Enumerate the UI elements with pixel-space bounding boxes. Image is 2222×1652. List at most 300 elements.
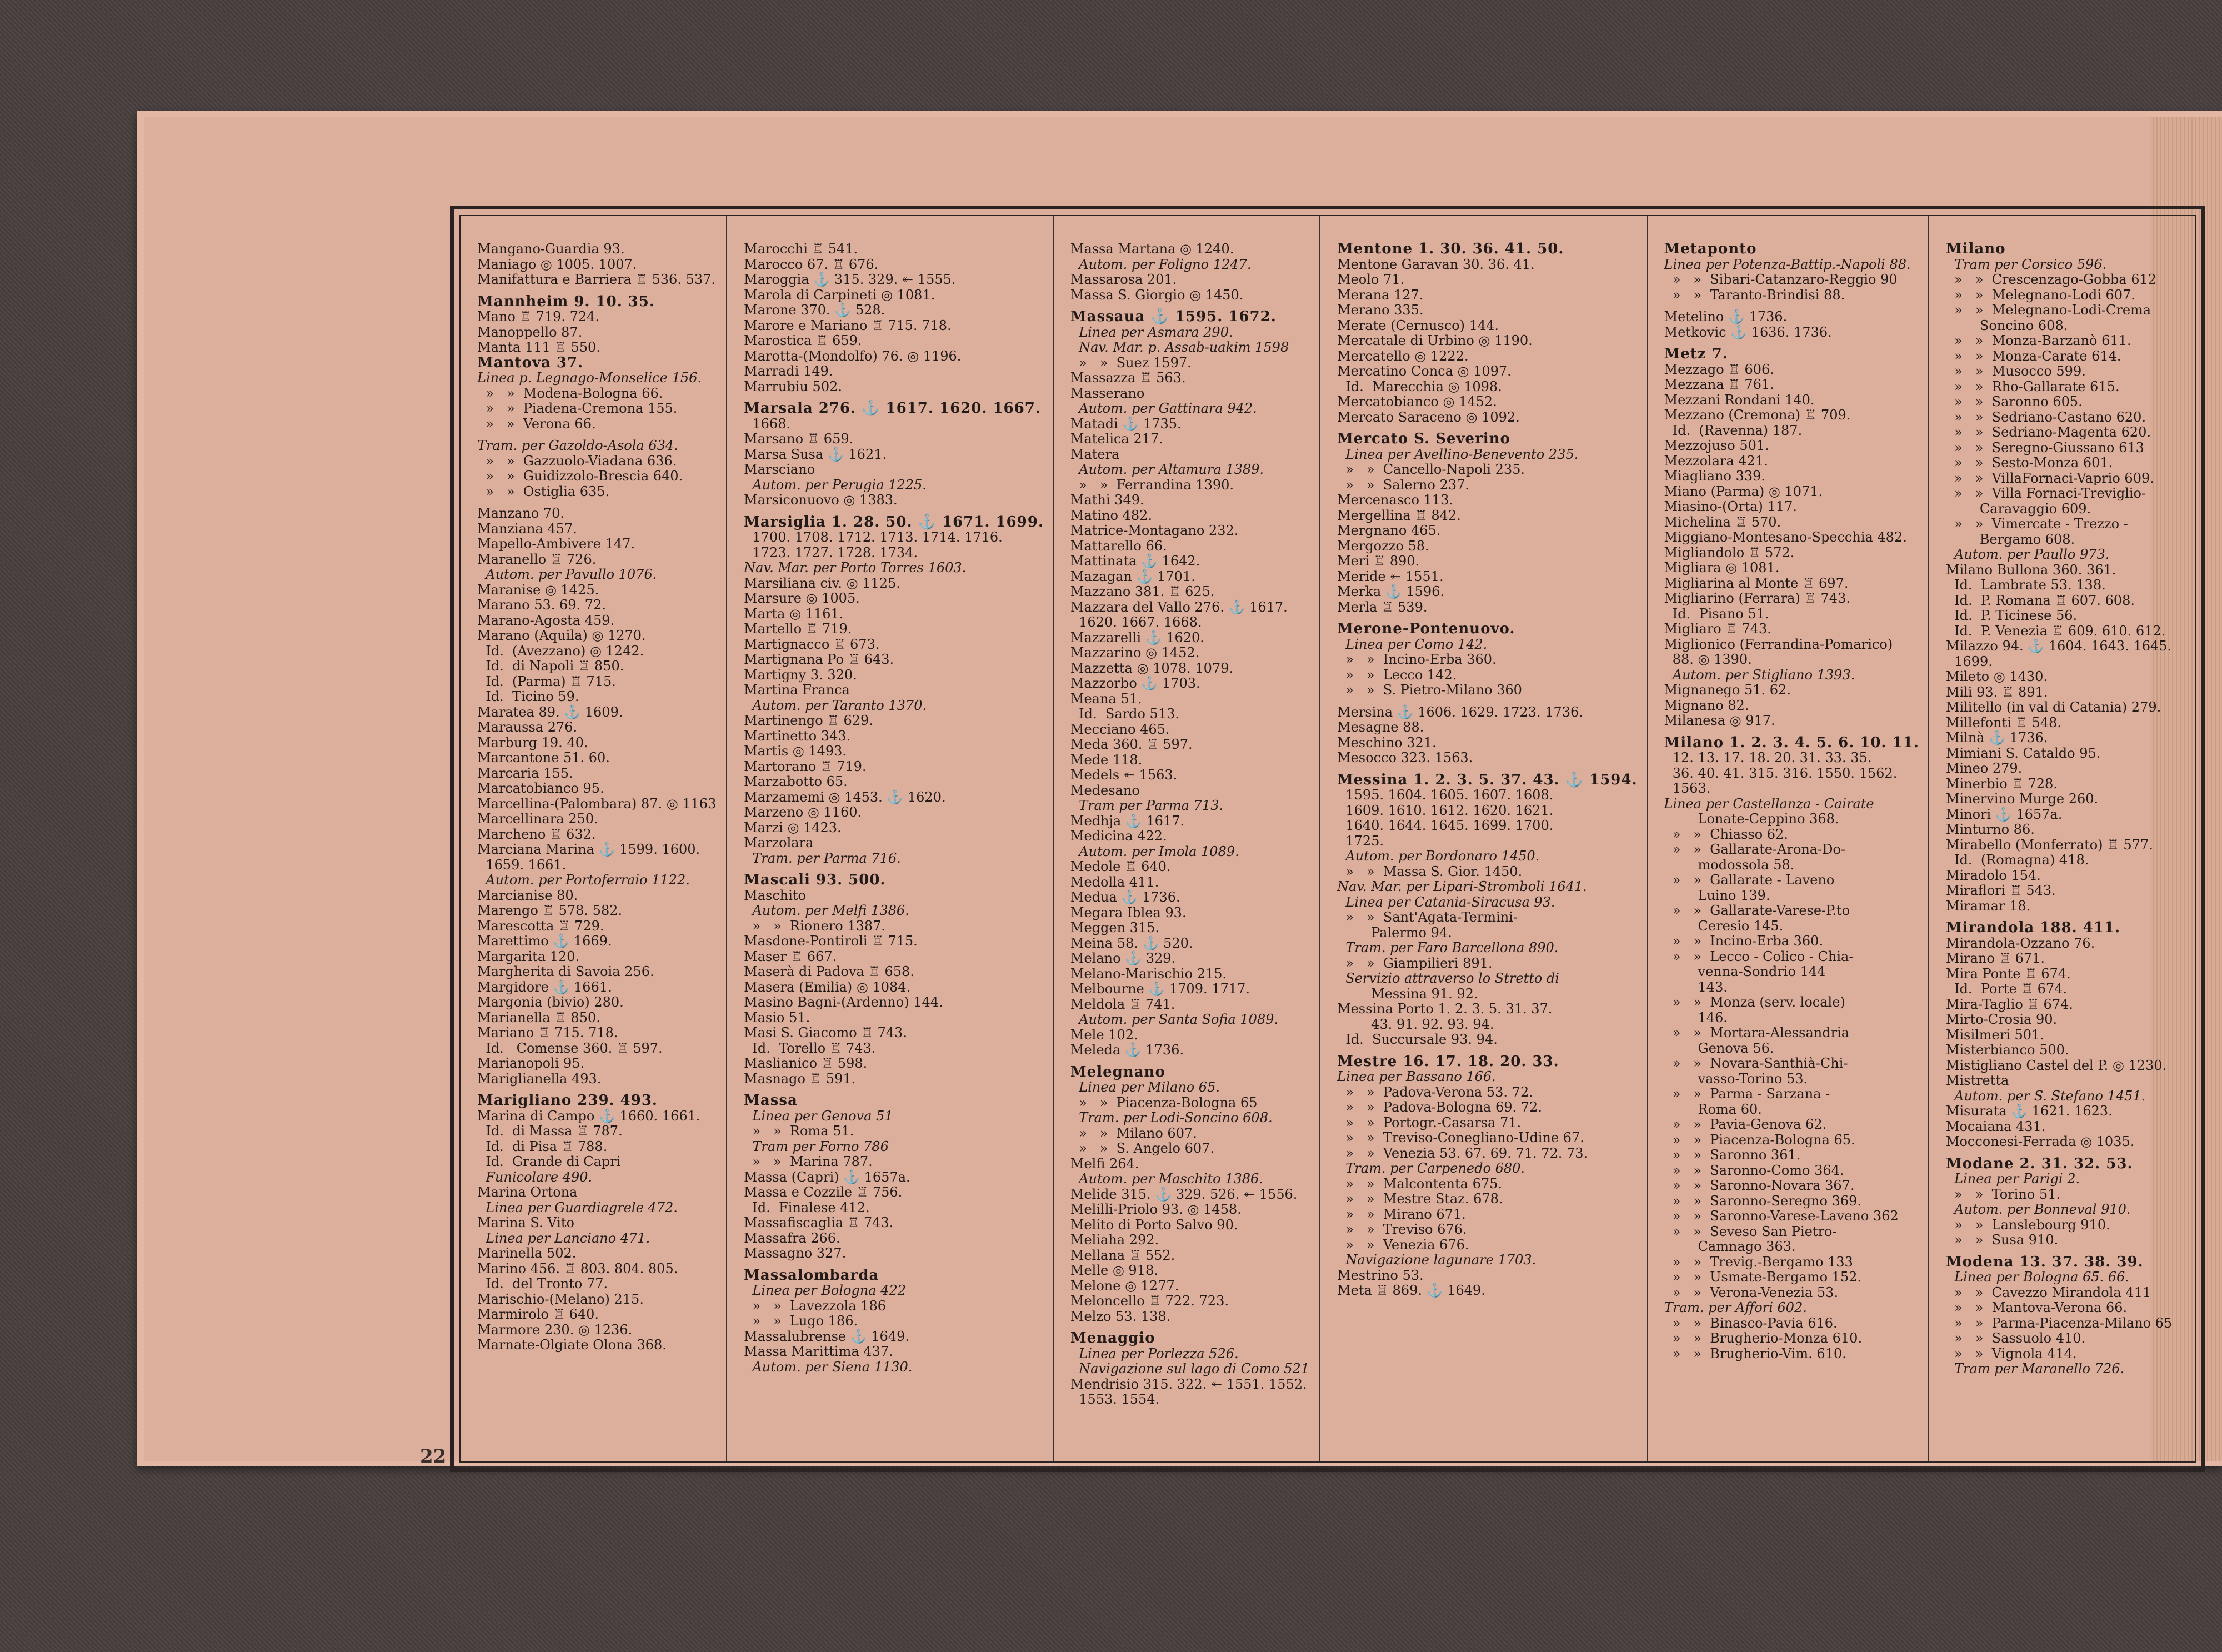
index-entry: Meina 58. ⚓ 520. bbox=[1070, 935, 1193, 951]
index-entry: » » Mestre Staz. 678. bbox=[1337, 1191, 1503, 1207]
index-entry: » » Padova-Verona 53. 72. bbox=[1337, 1084, 1533, 1100]
index-heading-entry: Massa bbox=[744, 1092, 798, 1109]
index-entry: Autom. per Siena 1130. bbox=[744, 1359, 913, 1375]
index-entry: » » Rho-Gallarate 615. bbox=[1945, 378, 2120, 394]
index-entry: Medels ↞ 1563. bbox=[1070, 767, 1178, 783]
index-heading-entry: Marsala 276. ⚓ 1617. 1620. 1667. bbox=[744, 400, 1041, 417]
index-entry: Mercato Saraceno ◎ 1092. bbox=[1337, 409, 1520, 425]
index-entry: Martigny 3. 320. bbox=[744, 667, 857, 683]
index-entry: Autom. per Bordonaro 1450. bbox=[1337, 848, 1540, 864]
index-entry: Id. P. Ticinese 56. bbox=[1945, 608, 2078, 623]
index-entry: » » Lugo 186. bbox=[744, 1313, 858, 1329]
index-entry: Melano-Marischio 215. bbox=[1070, 965, 1227, 982]
index-entry: Linea per Parigi 2. bbox=[1945, 1171, 2080, 1187]
index-entry: Navigazione lagunare 1703. bbox=[1337, 1252, 1537, 1268]
index-entry: Mangano-Guardia 93. bbox=[477, 241, 625, 257]
index-entry: Ceresio 145. bbox=[1664, 918, 1784, 934]
index-entry: » » Roma 51. bbox=[744, 1123, 854, 1139]
index-entry: Meggen 315. bbox=[1070, 920, 1160, 935]
index-entry: » » Gallarate-Arona-Do- bbox=[1664, 842, 1846, 857]
index-entry: Autom. per S. Stefano 1451. bbox=[1945, 1088, 2146, 1104]
index-entry: Mezzojuso 501. bbox=[1664, 438, 1769, 453]
index-entry: » » Venezia 676. bbox=[1337, 1237, 1469, 1253]
index-entry: Mistigliano Castel del P. ◎ 1230. bbox=[1945, 1057, 2167, 1073]
index-entry: Merla ♖ 539. bbox=[1337, 599, 1428, 615]
index-entry: Linea per Guardiagrele 472. bbox=[477, 1199, 678, 1215]
index-entry: Mignano 82. bbox=[1664, 697, 1749, 713]
index-entry: Martinengo ♖ 629. bbox=[744, 713, 873, 728]
index-entry: » » Villa Fornaci-Treviglio- bbox=[1945, 485, 2146, 501]
index-entry: Tram per Corsico 596. bbox=[1945, 256, 2107, 272]
index-entry: Mirto-Crosia 90. bbox=[1945, 1012, 2058, 1027]
index-entry: Mileto ◎ 1430. bbox=[1945, 669, 2048, 684]
index-entry: Medesano bbox=[1070, 782, 1140, 798]
index-entry: » » Lavezzola 186 bbox=[744, 1298, 887, 1314]
index-entry: Mercenasco 113. bbox=[1337, 492, 1453, 508]
index-entry: Marone 370. ⚓ 528. bbox=[744, 302, 885, 318]
index-entry: Mezzani Rondani 140. bbox=[1664, 392, 1815, 408]
index-entry: Linea per Asmara 290. bbox=[1070, 324, 1233, 340]
index-entry: Matrice-Montagano 232. bbox=[1070, 523, 1239, 538]
index-entry: Matera bbox=[1070, 446, 1120, 462]
index-entry: Id. (Romagna) 418. bbox=[1945, 852, 2089, 868]
index-entry: Maraussa 276. bbox=[477, 719, 578, 735]
index-entry: » » Mirano 671. bbox=[1337, 1206, 1466, 1222]
index-entry: Marsano ♖ 659. bbox=[744, 431, 854, 447]
index-entry: Milazzo 94. ⚓ 1604. 1643. 1645. bbox=[1945, 638, 2172, 654]
index-heading-entry: Modane 2. 31. 32. 53. bbox=[1945, 1155, 2133, 1172]
index-entry: » » Vignola 414. bbox=[1945, 1345, 2077, 1361]
index-entry: Matino 482. bbox=[1070, 507, 1153, 523]
index-entry: Mocconesi-Ferrada ◎ 1035. bbox=[1945, 1134, 2135, 1149]
index-entry: Linea per Genova 51 bbox=[744, 1108, 893, 1124]
index-entry: Meldola ♖ 741. bbox=[1070, 996, 1175, 1012]
index-heading-entry: Messina 1. 2. 3. 5. 37. 43. ⚓ 1594. bbox=[1337, 771, 1638, 788]
index-entry: Id. di Pisa ♖ 788. bbox=[477, 1138, 608, 1154]
index-entry: » » Saronno 605. bbox=[1945, 394, 2083, 409]
index-entry: » » Parma-Piacenza-Milano 65 bbox=[1945, 1315, 2173, 1331]
index-entry: 1563. bbox=[1664, 780, 1711, 796]
index-entry: Linea p. Legnago-Monselice 156. bbox=[477, 370, 702, 386]
index-column-4 bbox=[1320, 216, 1647, 1461]
index-entry: » » Giampilieri 891. bbox=[1337, 955, 1493, 971]
index-entry: Linea per Porlezza 526. bbox=[1070, 1345, 1239, 1361]
index-entry: » » Verona-Venezia 53. bbox=[1664, 1284, 1839, 1300]
index-entry: Melilli-Priolo 93. ◎ 1458. bbox=[1070, 1202, 1242, 1217]
index-entry: Marsa Susa ⚓ 1621. bbox=[744, 446, 887, 462]
index-entry: Id. (Avezzano) ◎ 1242. bbox=[477, 643, 644, 659]
index-entry: Id. Lambrate 53. 138. bbox=[1945, 577, 2106, 593]
index-entry: Mili 93. ♖ 891. bbox=[1945, 684, 2048, 700]
index-entry: Marina Ortona bbox=[477, 1184, 578, 1200]
index-entry: » » Musocco 599. bbox=[1945, 363, 2086, 379]
index-entry: Autom. per Perugia 1225. bbox=[744, 477, 927, 493]
index-heading-entry: Massalombarda bbox=[744, 1266, 879, 1284]
index-entry: Mariano ♖ 715. 718. bbox=[477, 1025, 618, 1040]
index-entry: » » Verona 66. bbox=[477, 415, 596, 432]
index-entry: Migliarina al Monte ♖ 697. bbox=[1664, 575, 1849, 591]
index-entry: Minturno 86. bbox=[1945, 822, 2035, 837]
index-entry: Mattarello 66. bbox=[1070, 538, 1167, 554]
index-entry: Massa e Cozzile ♖ 756. bbox=[744, 1184, 903, 1200]
index-entry: Marianopoli 95. bbox=[477, 1055, 585, 1071]
index-heading-entry: Mascali 93. 500. bbox=[744, 872, 886, 888]
index-entry: » » Treviso-Conegliano-Udine 67. bbox=[1337, 1130, 1584, 1145]
index-entry: Meloncello ♖ 722. 723. bbox=[1070, 1293, 1229, 1309]
index-entry: Mira-Taglio ♖ 674. bbox=[1945, 996, 2073, 1012]
index-entry: Medole ♖ 640. bbox=[1070, 859, 1171, 874]
index-entry: Marcellina-(Palombara) 87. ◎ 1163 bbox=[477, 795, 717, 812]
index-columns bbox=[461, 216, 2195, 1461]
index-entry: Margherita di Savoia 256. bbox=[477, 964, 654, 979]
index-entry: Marciana Marina ⚓ 1599. 1600. bbox=[477, 842, 700, 857]
index-entry: Melide 315. ⚓ 329. 526. ↞ 1556. bbox=[1070, 1186, 1298, 1202]
index-entry: Marola di Carpineti ◎ 1081. bbox=[744, 287, 935, 303]
index-entry: Massa Marittima 437. bbox=[744, 1344, 893, 1359]
index-entry: Maschito bbox=[744, 887, 807, 903]
index-entry: » » Vimercate - Trezzo - bbox=[1945, 516, 2128, 532]
index-entry: Massa (Capri) ⚓ 1657a. bbox=[744, 1169, 910, 1185]
index-entry: Soncino 608. bbox=[1945, 317, 2068, 333]
index-entry: Mele 102. bbox=[1070, 1027, 1138, 1043]
index-entry: Masi S. Giacomo ♖ 743. bbox=[744, 1025, 907, 1040]
index-entry: Mathi 349. bbox=[1070, 492, 1144, 508]
index-entry: Mellana ♖ 552. bbox=[1070, 1247, 1175, 1263]
index-entry: Masera (Emilia) ◎ 1084. bbox=[744, 979, 911, 995]
index-entry: » » Modena-Bologna 66. bbox=[477, 385, 663, 401]
index-entry: Marmore 230. ◎ 1236. bbox=[477, 1321, 633, 1338]
index-entry: venna-Sondrio 144 bbox=[1664, 964, 1826, 979]
index-entry: » » Sesto-Monza 601. bbox=[1945, 455, 2113, 470]
index-entry: Id. Marecchia ◎ 1098. bbox=[1337, 378, 1502, 394]
index-entry: Marischio-(Melano) 215. bbox=[477, 1291, 644, 1307]
index-entry: Mentone Garavan 30. 36. 41. bbox=[1337, 256, 1535, 272]
index-heading-entry: Merone-Pontenuovo. bbox=[1337, 620, 1515, 637]
index-column-3 bbox=[1054, 216, 1320, 1461]
index-entry: Id. Finalese 412. bbox=[744, 1199, 870, 1215]
index-entry: Misurata ⚓ 1621. 1623. bbox=[1945, 1103, 2113, 1119]
index-entry: Marianella ♖ 850. bbox=[477, 1009, 600, 1025]
index-entry: Tram per Parma 713. bbox=[1070, 798, 1223, 813]
index-entry: Mazzarelli ⚓ 1620. bbox=[1070, 629, 1204, 645]
index-entry: Melbourne ⚓ 1709. 1717. bbox=[1070, 981, 1250, 997]
index-entry: Medua ⚓ 1736. bbox=[1070, 889, 1180, 905]
index-entry: Mapello-Ambivere 147. bbox=[477, 536, 635, 552]
index-entry: » » S. Pietro-Milano 360 bbox=[1337, 682, 1522, 698]
index-entry: Marmirolo ♖ 640. bbox=[477, 1306, 599, 1322]
index-entry: Marettimo ⚓ 1669. bbox=[477, 933, 612, 949]
index-entry: » » Milano 607. bbox=[1070, 1125, 1197, 1141]
index-entry: Marostica ♖ 659. bbox=[744, 333, 862, 348]
index-entry: modossola 58. bbox=[1664, 857, 1795, 873]
index-entry: Autom. per Foligno 1247. bbox=[1070, 256, 1252, 272]
index-entry: Palermo 94. bbox=[1337, 924, 1452, 940]
index-entry: Marcantone 51. 60. bbox=[477, 750, 610, 765]
index-entry: Id. Pisano 51. bbox=[1664, 605, 1769, 622]
index-entry: Migliara ◎ 1081. bbox=[1664, 560, 1780, 575]
index-entry: Mariglianella 493. bbox=[477, 1070, 602, 1087]
index-entry: Millefonti ♖ 548. bbox=[1945, 714, 2061, 730]
index-entry: Massa S. Giorgio ◎ 1450. bbox=[1070, 287, 1244, 303]
index-entry: Miglionico (Ferrandina-Pomarico) bbox=[1664, 636, 1893, 652]
index-entry: Marano (Aquila) ◎ 1270. bbox=[477, 628, 646, 643]
index-entry: Merana 127. bbox=[1337, 287, 1424, 303]
index-entry: » » Massa S. Gior. 1450. bbox=[1337, 863, 1523, 879]
index-entry: Id. (Ravenna) 187. bbox=[1664, 422, 1803, 438]
index-entry: 1609. 1610. 1612. 1620. 1621. bbox=[1337, 802, 1554, 818]
index-entry: » » Saronno 361. bbox=[1664, 1147, 1801, 1163]
index-entry: » » Seregno-Giussano 613 bbox=[1945, 439, 2144, 455]
index-entry: Id. Succursale 93. 94. bbox=[1337, 1032, 1498, 1047]
index-heading-entry: Marigliano 239. 493. bbox=[477, 1092, 658, 1109]
index-entry: Milnà ⚓ 1736. bbox=[1945, 730, 2048, 745]
index-entry: Tram. per Lodi-Soncino 608. bbox=[1070, 1110, 1273, 1125]
index-entry: » » Brugherio-Vim. 610. bbox=[1664, 1345, 1846, 1361]
index-entry: Mazzorbo ⚓ 1703. bbox=[1070, 675, 1200, 691]
index-entry: Id. Sardo 513. bbox=[1070, 706, 1179, 722]
index-entry: Martorano ♖ 719. bbox=[744, 758, 867, 774]
index-entry: Michelina ♖ 570. bbox=[1664, 514, 1781, 530]
index-entry: Mesagne 88. bbox=[1337, 719, 1424, 735]
index-entry: Autom. per Stigliano 1393. bbox=[1664, 667, 1855, 683]
index-entry: Tram per Forno 786 bbox=[744, 1138, 889, 1154]
index-entry: » » Pavia-Genova 62. bbox=[1664, 1117, 1827, 1132]
index-entry: Meolo 71. bbox=[1337, 272, 1405, 287]
index-entry: Mendrisio 315. 322. ↞ 1551. 1552. bbox=[1070, 1376, 1307, 1392]
index-column-2 bbox=[727, 216, 1054, 1461]
index-entry: Mezzolara 421. bbox=[1664, 453, 1768, 469]
index-entry: Roma 60. bbox=[1664, 1101, 1762, 1117]
index-entry: Meleda ⚓ 1736. bbox=[1070, 1042, 1184, 1058]
index-entry: Matadi ⚓ 1735. bbox=[1070, 415, 1182, 432]
index-entry: 88. ◎ 1390. bbox=[1664, 652, 1752, 667]
index-entry: » » Padova-Bologna 69. 72. bbox=[1337, 1099, 1542, 1115]
index-entry: Marcellinara 250. bbox=[477, 811, 598, 827]
index-entry: Massafra 266. bbox=[744, 1230, 840, 1246]
index-entry: Mirano ♖ 671. bbox=[1945, 950, 2045, 966]
index-entry: Margarita 120. bbox=[477, 948, 580, 964]
index-entry: Meschino 321. bbox=[1337, 734, 1437, 750]
index-entry: Autom. per Melfi 1386. bbox=[744, 903, 909, 918]
index-entry: » » Cancello-Napoli 235. bbox=[1337, 462, 1525, 477]
index-entry: » » Melegnano-Lodi-Crema bbox=[1945, 302, 2151, 318]
index-entry: Minori ⚓ 1657a. bbox=[1945, 806, 2063, 822]
index-entry: Marore e Mariano ♖ 715. 718. bbox=[744, 317, 952, 333]
index-entry: Mercatello ◎ 1222. bbox=[1337, 348, 1469, 364]
index-heading-entry: Mannheim 9. 10. 35. bbox=[477, 293, 655, 310]
index-entry: » » Lecco 142. bbox=[1337, 667, 1457, 683]
index-entry: Marburg 19. 40. bbox=[477, 734, 588, 750]
index-entry: Caravaggio 609. bbox=[1945, 500, 2091, 517]
index-heading-entry: Milano 1. 2. 3. 4. 5. 6. 10. 11. bbox=[1664, 734, 1919, 751]
index-entry: Luino 139. bbox=[1664, 887, 1770, 903]
index-entry: Linea per Lanciano 471. bbox=[477, 1230, 650, 1246]
index-entry: » » Crescenzago-Gobba 612 bbox=[1945, 272, 2157, 287]
index-entry: Id. Grande di Capri bbox=[477, 1154, 621, 1169]
index-entry: Tram. per Carpenedo 680. bbox=[1337, 1160, 1525, 1176]
index-entry: » » Gallarate - Laveno bbox=[1664, 872, 1835, 888]
index-heading-entry: Mestre 16. 17. 18. 20. 33. bbox=[1337, 1053, 1559, 1070]
index-entry: Linea per Bassano 166. bbox=[1337, 1069, 1496, 1084]
index-entry: » » Trevig.-Bergamo 133 bbox=[1664, 1254, 1853, 1270]
index-entry: Melone ◎ 1277. bbox=[1070, 1278, 1179, 1294]
index-entry: Marzeno ◎ 1160. bbox=[744, 804, 862, 820]
index-entry: » » Incino-Erba 360. bbox=[1664, 933, 1824, 949]
index-entry: Marcatobianco 95. bbox=[477, 780, 604, 796]
index-entry: Masio 51. bbox=[744, 1009, 810, 1025]
index-entry: Misilmeri 501. bbox=[1945, 1027, 2044, 1043]
index-entry: Medolla 411. bbox=[1070, 874, 1159, 890]
index-entry: Mocaiana 431. bbox=[1945, 1118, 2046, 1134]
index-column-1 bbox=[461, 216, 727, 1461]
index-entry: Mignanego 51. 62. bbox=[1664, 682, 1791, 698]
index-entry: Mineo 279. bbox=[1945, 760, 2023, 776]
index-entry: Nav. Mar. per Lipari-Stromboli 1641. bbox=[1337, 879, 1587, 894]
index-entry: Meta ♖ 869. ⚓ 1649. bbox=[1337, 1283, 1485, 1298]
index-entry: » » Venezia 53. 67. 69. 71. 72. 73. bbox=[1337, 1145, 1588, 1161]
index-entry: Miramar 18. bbox=[1945, 898, 2031, 914]
index-entry: Marina S. Vito bbox=[477, 1215, 574, 1230]
index-entry: Melito di Porto Salvo 90. bbox=[1070, 1217, 1238, 1233]
index-entry: 43. 91. 92. 93. 94. bbox=[1337, 1016, 1494, 1032]
index-entry: Megara Iblea 93. bbox=[1070, 904, 1187, 920]
index-entry: Minerbio ♖ 728. bbox=[1945, 775, 2058, 792]
index-entry: Mezzago ♖ 606. bbox=[1664, 361, 1774, 377]
index-entry: Marsiliana civ. ◎ 1125. bbox=[744, 575, 900, 591]
index-column-6 bbox=[1929, 216, 2195, 1461]
index-entry: 1640. 1644. 1645. 1699. 1700. bbox=[1337, 818, 1554, 833]
index-entry: Migliarino (Ferrara) ♖ 743. bbox=[1664, 590, 1850, 606]
index-entry: Autom. per Pavullo 1076. bbox=[477, 567, 657, 582]
index-heading-entry: Mirandola 188. 411. bbox=[1945, 919, 2120, 936]
index-entry: Marzamemi ◎ 1453. ⚓ 1620. bbox=[744, 789, 946, 805]
index-entry: » » Seveso San Pietro- bbox=[1664, 1223, 1837, 1239]
index-entry: » » Saronno-Novara 367. bbox=[1664, 1178, 1855, 1193]
index-entry: Marina di Campo ⚓ 1660. 1661. bbox=[477, 1108, 700, 1124]
index-entry: Linea per Potenza-Battip.-Napoli 88. bbox=[1664, 256, 1911, 272]
index-entry: Id. di Napoli ♖ 850. bbox=[477, 658, 624, 674]
index-entry: Autom. per Santa Sofia 1089. bbox=[1070, 1012, 1279, 1027]
index-entry: Mazzetta ◎ 1078. 1079. bbox=[1070, 660, 1234, 676]
index-entry: Autom. per Altamura 1389. bbox=[1070, 462, 1264, 477]
index-entry: Matelica 217. bbox=[1070, 431, 1163, 447]
index-entry: Mestrino 53. bbox=[1337, 1267, 1424, 1283]
index-entry: Navigazione sul lago di Como 521 bbox=[1070, 1361, 1310, 1376]
index-entry: Mirabello (Monferrato) ♖ 577. bbox=[1945, 837, 2153, 853]
index-entry: Meliaha 292. bbox=[1070, 1232, 1159, 1248]
index-entry: Mesocco 323. 1563. bbox=[1337, 750, 1473, 765]
index-entry: Martello ♖ 719. bbox=[744, 621, 852, 637]
index-entry: » » Sant'Agata-Termini- bbox=[1337, 909, 1518, 925]
index-entry: 1659. 1661. bbox=[477, 857, 567, 873]
index-entry: Id. Comense 360. ♖ 597. bbox=[477, 1040, 663, 1056]
index-heading-entry: Mantova 37. bbox=[477, 354, 584, 371]
index-entry: 1668. bbox=[744, 415, 791, 432]
index-entry: » » Monza-Carate 614. bbox=[1945, 348, 2121, 364]
index-entry: Mercatino Conca ◎ 1097. bbox=[1337, 363, 1512, 379]
index-heading-entry: Metz 7. bbox=[1664, 346, 1728, 362]
index-entry: Maroggia ⚓ 315. 329. ↞ 1555. bbox=[744, 272, 956, 287]
index-entry: Massagno 327. bbox=[744, 1245, 847, 1261]
index-entry: Masserano bbox=[1070, 385, 1145, 401]
index-entry: Melfi 264. bbox=[1070, 1155, 1139, 1172]
index-entry: Margidore ⚓ 1661. bbox=[477, 979, 612, 995]
index-entry: » » Cavezzo Mirandola 411 bbox=[1945, 1284, 2151, 1300]
index-entry: » » Gazzuolo-Viadana 636. bbox=[477, 453, 677, 469]
index-entry: Maniago ◎ 1005. 1007. bbox=[477, 256, 637, 272]
index-entry: Maserà di Padova ♖ 658. bbox=[744, 964, 914, 979]
index-entry: Miagliano 339. bbox=[1664, 468, 1766, 484]
index-entry: Militello (in val di Catania) 279. bbox=[1945, 699, 2161, 715]
index-entry: » » Sedriano-Magenta 620. bbox=[1945, 424, 2151, 440]
index-entry: 146. bbox=[1664, 1009, 1728, 1025]
index-entry: Miggiano-Montesano-Specchia 482. bbox=[1664, 529, 1907, 545]
index-entry: Autom. per Maschito 1386. bbox=[1070, 1171, 1263, 1187]
index-entry: Messina 91. 92. bbox=[1337, 985, 1478, 1002]
index-entry: Martignana Po ♖ 643. bbox=[744, 652, 894, 667]
index-heading-entry: Massaua ⚓ 1595. 1672. bbox=[1070, 308, 1277, 325]
index-entry: Martignacco ♖ 673. bbox=[744, 636, 880, 652]
index-entry: Mersina ⚓ 1606. 1629. 1723. 1736. bbox=[1337, 704, 1583, 720]
index-entry: Medhja ⚓ 1617. bbox=[1070, 813, 1185, 829]
index-entry: Marrubiu 502. bbox=[744, 378, 842, 394]
index-entry: » » Incino-Erba 360. bbox=[1337, 652, 1497, 667]
index-entry: Mercatobianco ◎ 1452. bbox=[1337, 394, 1497, 409]
index-entry: Meride ↞ 1551. bbox=[1337, 568, 1444, 584]
index-entry: Linea per Bologna 65. 66. bbox=[1945, 1269, 2129, 1285]
index-entry: Id. di Massa ♖ 787. bbox=[477, 1123, 623, 1139]
index-entry: Mecciano 465. bbox=[1070, 721, 1170, 737]
index-entry: Marsure ◎ 1005. bbox=[744, 590, 860, 606]
index-entry: » » Monza (serv. locale) bbox=[1664, 994, 1845, 1010]
index-entry: Massalubrense ⚓ 1649. bbox=[744, 1328, 909, 1344]
index-entry: 1725. bbox=[1337, 833, 1384, 849]
index-entry: Marsiconuovo ◎ 1383. bbox=[744, 492, 898, 508]
index-entry: Mergellina ♖ 842. bbox=[1337, 507, 1461, 523]
index-entry: » » Gallarate-Varese-P.to bbox=[1664, 903, 1850, 918]
index-entry: » » S. Angelo 607. bbox=[1070, 1140, 1215, 1156]
index-entry: Maranello ♖ 726. bbox=[477, 551, 597, 567]
index-entry: Id. P. Venezia ♖ 609. 610. 612. bbox=[1945, 623, 2166, 639]
index-entry: Mistretta bbox=[1945, 1073, 2009, 1088]
index-entry: » » Piacenza-Bologna 65. bbox=[1664, 1132, 1855, 1148]
index-entry: Bergamo 608. bbox=[1945, 531, 2075, 547]
index-entry: Linea per Bologna 422 bbox=[744, 1283, 907, 1298]
index-entry: Miano (Parma) ◎ 1071. bbox=[1664, 483, 1823, 499]
index-entry: Manzano 70. bbox=[477, 505, 564, 521]
index-entry: Autom. per Portoferraio 1122. bbox=[477, 872, 690, 888]
index-entry: Mergozzo 58. bbox=[1337, 538, 1429, 554]
index-heading-entry: Marsiglia 1. 28. 50. ⚓ 1671. 1699. bbox=[744, 513, 1044, 530]
index-entry: Tram. per Parma 716. bbox=[744, 850, 901, 866]
index-entry: » » Novara-Santhià-Chi- bbox=[1664, 1055, 1848, 1071]
index-entry: Marocchi ♖ 541. bbox=[744, 241, 858, 257]
index-entry: » » Taranto-Brindisi 88. bbox=[1664, 287, 1845, 303]
index-entry: Merano 335. bbox=[1337, 302, 1424, 318]
index-entry: Marinella 502. bbox=[477, 1245, 577, 1261]
index-entry: » » Chiasso 62. bbox=[1664, 826, 1788, 842]
index-entry: Mattinata ⚓ 1642. bbox=[1070, 553, 1200, 569]
index-entry: 12. 13. 17. 18. 20. 31. 33. 35. bbox=[1664, 750, 1872, 765]
index-table-frame bbox=[450, 206, 2205, 1472]
index-entry: Mercatale di Urbino ◎ 1190. bbox=[1337, 333, 1533, 348]
index-entry: Marnate-Olgiate Olona 368. bbox=[477, 1337, 667, 1353]
index-entry: Martis ◎ 1493. bbox=[744, 743, 847, 759]
index-entry: Id. P. Romana ♖ 607. 608. bbox=[1945, 592, 2135, 608]
index-heading-entry: Melegnano bbox=[1070, 1063, 1165, 1080]
index-entry: » » Melegnano-Lodi 607. bbox=[1945, 287, 2135, 303]
index-entry: Miasino-(Orta) 117. bbox=[1664, 499, 1797, 514]
